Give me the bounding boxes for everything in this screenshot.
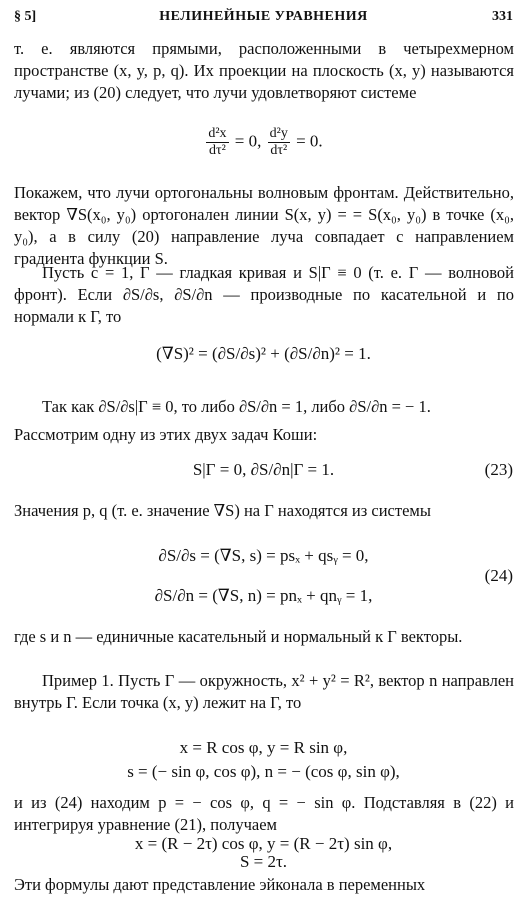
paragraph-3: Пусть c = 1, Γ — гладкая кривая и S|Γ ≡ 0 (т. е. Γ — волновой фронт). Если ∂S/∂s, ∂S/∂n — производные по касательной и по нормали к Γ, то — [14, 263, 514, 326]
equation-gradient-norm: (∇S)² = (∂S/∂s)² + (∂S/∂n)² = 1. — [156, 344, 371, 363]
example-1: Пример 1. Пусть Γ — окружность, x² + y² = R², вектор n направлен внутрь Γ. Если точка (x, y) лежит на Γ, то — [14, 671, 514, 712]
paragraph-10: Эти формулы дают представление эйконала в переменных — [14, 875, 426, 894]
paragraph-2: Покажем, что лучи ортогональны волновым фронтам. Действительно, вектор ∇S(x₀, y₀) ортогонален линии S(x, y) = = S(x₀, y₀) в точке (x₀, y₀), а в силу (20) направление луча совпадает с направлением градиента функции S. — [14, 183, 514, 268]
paragraph-6: Значения p, q (т. е. значение ∇S) на Γ находятся из системы — [14, 501, 431, 520]
equation-23: S|Γ = 0, ∂S/∂n|Γ = 1. — [192, 460, 335, 479]
section-mark: § 5] — [14, 9, 37, 24]
running-title: НЕЛИНЕЙНЫЕ УРАВНЕНИЯ — [159, 9, 368, 24]
paragraph-7: где s и n — единичные касательный и нормальный к Γ векторы. — [14, 627, 463, 646]
paragraph-9: и из (24) находим p = − cos φ, q = − sin φ. Подставляя в (22) и интегрируя уравнение (21), получаем — [14, 793, 514, 834]
equation-24-line2: ∂S/∂n = (∇S, n) = pnₓ + qnᵧ = 1, — [154, 586, 373, 605]
equation-solution: x = (R − 2τ) cos φ, y = (R − 2τ) sin φ, — [134, 834, 393, 853]
equation-24-line1: ∂S/∂s = (∇S, s) = psₓ + qsᵧ = 0, — [158, 546, 369, 565]
equation-circle: x = R cos φ, y = R sin φ, — [179, 738, 348, 757]
equation-vectors: s = (− sin φ, cos φ), n = − (cos φ, sin φ), — [127, 762, 400, 781]
paragraph-4: Так как ∂S/∂s|Γ ≡ 0, то либо ∂S/∂n = 1, либо ∂S/∂n = − 1. — [42, 397, 431, 416]
paragraph-5: Рассмотрим одну из этих двух задач Коши: — [14, 425, 318, 444]
running-header — [14, 9, 513, 29]
paragraph-1: т. е. являются прямыми, расположенными в четырехмерном пространстве (x, y, p, q). Их проекции на плоскость (x, y) называются лучами; из (20) следует, что лучи удовлетворяют системе — [14, 39, 514, 102]
equation-number-23: (23) — [484, 460, 513, 479]
equation-rays: $\frac{\text{d²x}}{\text{dτ²}}$ = 0, $\frac{\text{d²y}}{\text{dτ²}}$ = 0. — [208, 126, 323, 158]
equation-eikonal: S = 2τ. — [239, 852, 288, 871]
equation-number-24: (24) — [484, 566, 513, 585]
page-number: 331 — [492, 9, 513, 24]
